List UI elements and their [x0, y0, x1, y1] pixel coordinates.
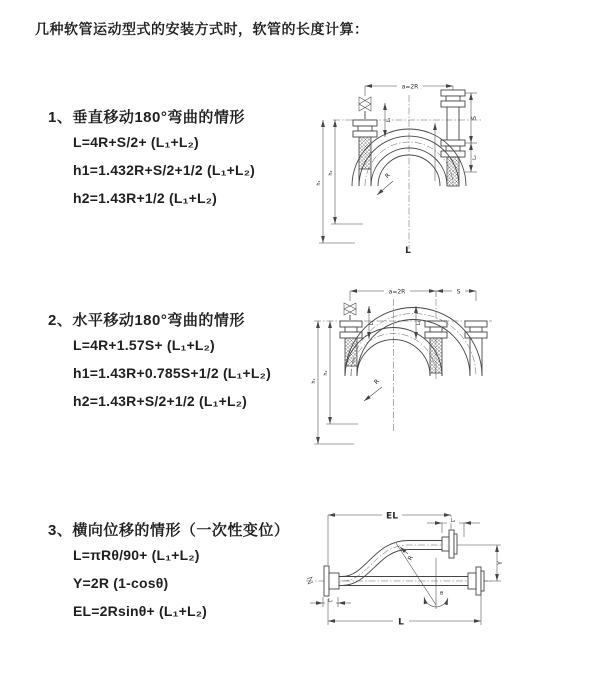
dim-label-travel: S: [471, 116, 478, 120]
dim-label-radius: R: [406, 554, 415, 562]
dim-label-fit-right: L₂: [472, 155, 478, 160]
dim-label-fit-left: L₁: [328, 598, 333, 604]
break-symbol: [307, 577, 313, 584]
dim-label-radius: R: [372, 377, 381, 386]
dim-label-angle: θ: [440, 591, 444, 597]
section-1-formula-h2: h2=1.43R+1/2 (L₁+L₂): [73, 190, 218, 206]
section-2-heading: 2、水平移动180°弯曲的情形: [48, 312, 245, 329]
dim-label-fit-left: L₁: [369, 320, 375, 326]
diagram-2-horizontal-movement: [306, 281, 598, 451]
centerlines: [314, 299, 492, 433]
dim-label-length: L: [405, 246, 411, 256]
section-2-formula-h2: h2=1.43R+S/2+1/2 (L₁+L₂): [73, 393, 248, 409]
dim-length: [328, 595, 481, 628]
dim-label-travel: S: [456, 288, 461, 296]
dim-label-height-inner: h₂: [323, 370, 329, 376]
left-flange: [353, 120, 377, 186]
dim-label-height-outer: h₁: [311, 378, 317, 384]
section-3-formula-Y: Y=2R (1-cosθ): [73, 575, 169, 591]
dim-radius: [396, 543, 436, 609]
hose-s-curve: [342, 541, 442, 586]
dim-label-span: a=2R: [401, 83, 419, 91]
section-2-formula-L: L=4R+1.57S+ (L₁+L₂): [73, 337, 215, 353]
hose-u-bend-positions: [345, 308, 482, 377]
dim-label-height-inner: h₂: [328, 170, 334, 176]
section-2-formula-h1: h1=1.43R+0.785S+1/2 (L₁+L₂): [73, 365, 271, 381]
valve-icon: [344, 303, 356, 320]
section-3-heading: 3、横向位移的情形（一次性变位）: [48, 522, 290, 539]
section-1-formula-L: L=4R+S/2+ (L₁+L₂): [73, 134, 199, 150]
dim-travel-S: [465, 93, 478, 172]
diagram-3-lateral-displacement: [296, 503, 598, 648]
lower-right-flange: [468, 567, 484, 595]
dim-label-fit-right: L₂: [416, 320, 422, 326]
dim-span-and-travel: [350, 289, 476, 302]
dim-label-length: L: [398, 617, 404, 628]
dim-label-fit-right: L₂: [450, 518, 456, 524]
dim-radius: [364, 378, 382, 401]
valve-icon: [359, 97, 371, 119]
section-3-formula-L: L=πRθ/90+ (L₁+L₂): [73, 547, 200, 563]
dim-label-offset: Y: [497, 561, 504, 565]
dim-span: [365, 84, 453, 97]
dim-label-EL: EL: [386, 511, 398, 522]
middle-flange: [425, 321, 447, 376]
dim-label-span: a=2R: [388, 288, 406, 296]
document-title: 几种软管运动型式的安装方式时，软管的长度计算：: [35, 21, 369, 37]
dim-label-radius: R: [383, 171, 392, 180]
section-1-formula-h1: h1=1.432R+S/2+1/2 (L₁+L₂): [73, 162, 255, 178]
dim-label-fit-left: L₁: [386, 117, 392, 123]
dim-fit-right: [416, 306, 422, 339]
dim-heights: [316, 120, 363, 243]
dim-fit-left: [310, 597, 351, 608]
dim-label-height-outer: h₁: [316, 180, 322, 186]
dim-fit-left: [369, 306, 375, 339]
diagram-1-vertical-movement: [313, 73, 598, 258]
dim-extended-length: [328, 512, 451, 566]
upper-right-flange: [442, 530, 457, 558]
section-3-formula-EL: EL=2Rsinθ+ (L₁+L₂): [73, 603, 208, 619]
section-1-heading: 1、垂直移动180°弯曲的情形: [48, 109, 245, 126]
